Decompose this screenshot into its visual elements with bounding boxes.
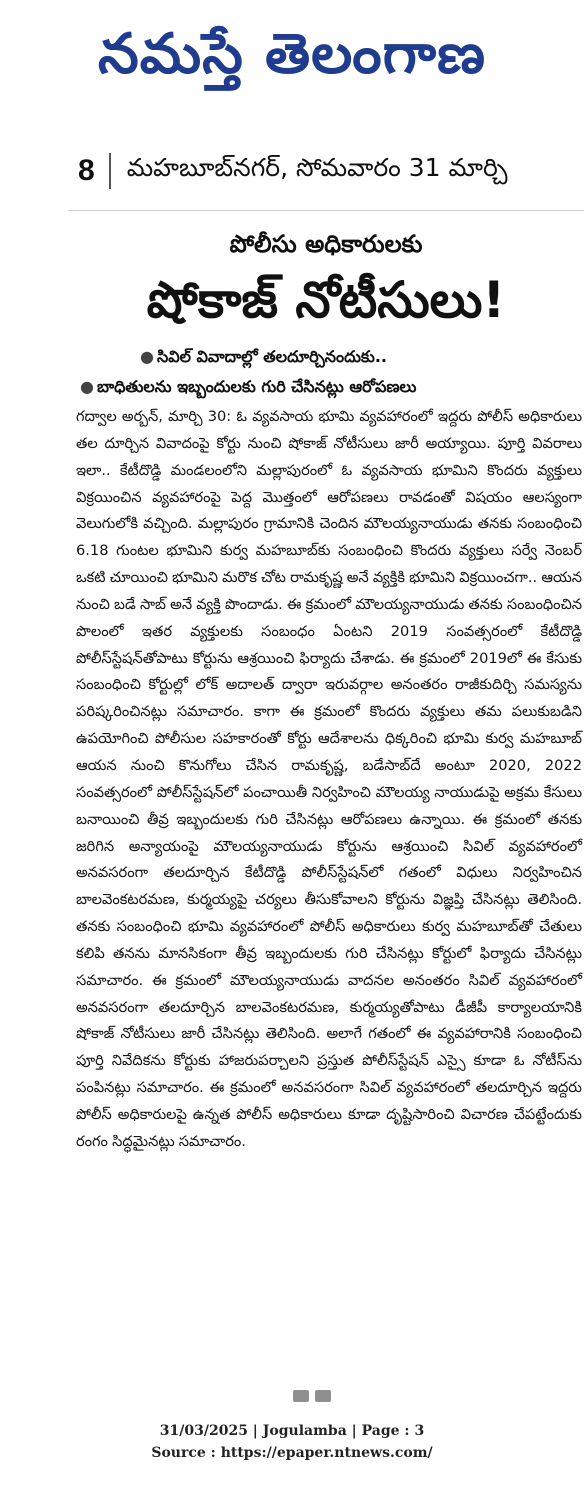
- news-article: [68, 212, 584, 1156]
- header-separator: [68, 210, 584, 211]
- dateline-divider: [109, 153, 111, 189]
- newspaper-logo: నమస్తే తెలంగాణ: [98, 20, 486, 86]
- masthead: [0, 0, 584, 120]
- article-headline: షోకాజ్ నోటీసులు!: [146, 271, 506, 329]
- bullet-text: సివిల్ వివాదాల్లో తలదూర్చినందుకు..: [156, 347, 387, 366]
- article-bullet: [68, 372, 584, 402]
- page-number: 8: [78, 154, 95, 187]
- article-body: గద్వాల అర్బన్, మార్చి 30: ఓ వ్యవసాయ భూమి వ్యవహారంలో ఇద్దరు పోలీస్ అధికారులు తల దూర్చిన వివాదంపై కోర్టు నుంచి షోకాజ్ నోటీసులు జారీ అయ్యాయి. పూర్తి వివరాలు ఇలా.. కేటీదొడ్డి మండలంలోని మల్లాపురంలో ఓ వ్యవసాయ భూమిని కొందరు వ్యక్తులు విక్రయించిన వ్యవహారంపై పెద్ద మొత్తంలో ఆరోపణలు రావడంతో విషయం ఆలస్యంగా వెలుగులోకి వచ్చింది. మల్లాపురం గ్రామానికి చెందిన మౌలయ్యనాయుడు తనకు సంబంధించి 6.18 గుంటల భూమిని కుర్వ మహబూబ్‌కు సంబంధించి కొందరు వ్యక్తులు సర్వే నెంబర్ ఒకటి చూయించి భూమిని మరొక చోట రామకృష్ణ అనే వ్యక్తికి భూమిని విక్రయించగా.. ఆయన నుంచి బడే సాబ్ అనే వ్యక్తి పొందాడు. ఈ క్రమంలో మౌలయ్యనాయుడు తనకు సంబంధించిన పొలంలో ఇతర వ్యక్తులకు సంబంధం ఏంటని 2019 సంవత్సరంలో కేటీదొడ్డి పోలీస్‌స్టేషన్‌తోపాటు కోర్టును ఆశ్రయించి ఫిర్యాదు చేశాడు. ఈ క్రమంలో 2019లో ఈ కేసుకు సంబంధించి కోర్టుల్లో లోక్ అదాలత్ ద్వారా ఇరువర్గాల అనంతరం రాజీకుదిర్చి సమస్యను పరిష్కరించినట్లు సమాచారం. కాగా ఈ క్రమంలో కొందరు వ్యక్తులు తమ పలుకుబడిని ఉపయోగించి పోలీసుల సహకారంతో కోర్టు ఆదేశాలను ధిక్కరించి భూమి కుర్వ మహబూబ్ ఆయన నుంచి కొనుగోలు చేసిన రామకృష్ణ, బడేసాబ్‌దే అంటూ 2020, 2022 సంవత్సరంలో పోలీస్‌స్టేషన్‌లో పంచాయితీ నిర్వహించి మౌలయ్య నాయుడుపై అక్రమ కేసులు బనాయించి తీవ్ర ఇబ్బందులకు గురి చేసినట్లు ఆరోపణలు ఉన్నాయి. ఈ క్రమంలో తనకు జరిగిన అన్యాయంపై మౌలయ్యనాయుడు కోర్టును ఆశ్రయించి సివిల్ వ్యవహారంలో అనవసరంగా తలదూర్చిన కేటీదొడ్డి పోలీస్‌స్టేషన్‌లో గతంలో విధులు నిర్వహించిన బాలవెంకటరమణ, కుర్మయ్యపై చర్యలు తీసుకోవాలని కోర్టును విజ్ఞప్తి చేసినట్లు తెలిసింది. తనకు సంబంధించి భూమి వ్యవహారంలో పోలీస్ అధికారులు కుర్వ మహబూబ్‌తో చేతులు కలిపి తనను మానసికంగా తీవ్ర ఇబ్బందులకు గురి చేసినట్లు కోర్టులో ఫిర్యాదు చేసినట్లు సమాచారం. ఈ క్రమంలో మౌలయ్యనాయుడు వాదనల అనంతరం సివిల్ వ్యవహారంలో అనవసరంగా తలదూర్చిన బాలవెంకటరమణ, కుర్మయ్యతోపాటు డీజీపీ కార్యాలయానికి షోకాజ్ నోటీసులు జారీ చేసినట్లు తెలిసింది. అలాగే గతంలో ఈ వ్యవహారానికి సంబంధించి పూర్తి నివేదికను కోర్టుకు హాజరుపర్చాలని ప్రస్తుత పోలీస్‌స్టేషన్ ఎస్సై కూడా ఓ నోటీస్‌ను పంపినట్లు సమాచారం. ఈ క్రమంలో అనవసరంగా సివిల్ వ్యవహారంలో తలదూర్చిన ఇద్దరు పోలీస్ అధికారులపై ఉన్నత పోలీస్ అధికారులు కూడా దృష్టిసారించి విచారణ చేపట్టేందుకు రంగం సిద్ధమైనట్లు సమాచారం.: [76, 408, 582, 1150]
- article-end-mark-icon: [293, 1390, 331, 1402]
- bullet-dot-icon: ●: [80, 377, 94, 396]
- bullet-text: బాధితులను ఇబ్బందులకు గురి చేసినట్లు ఆరోపణలు: [96, 377, 417, 396]
- bullet-dot-icon: ●: [140, 347, 154, 366]
- article-kicker: పోలీసు అధికారులకు: [229, 230, 423, 258]
- article-bullet: [68, 342, 584, 372]
- footer-edition-line: 31/03/2025 | Jogulamba | Page : 3: [159, 1423, 425, 1439]
- footer-source-link[interactable]: Source : https://epaper.ntnews.com/: [151, 1445, 433, 1461]
- dateline-text: మహబూబ్‌నగర్, సోమవారం 31 మార్చి: [126, 153, 508, 182]
- page-footer: [0, 1420, 584, 1464]
- dateline: [0, 140, 584, 202]
